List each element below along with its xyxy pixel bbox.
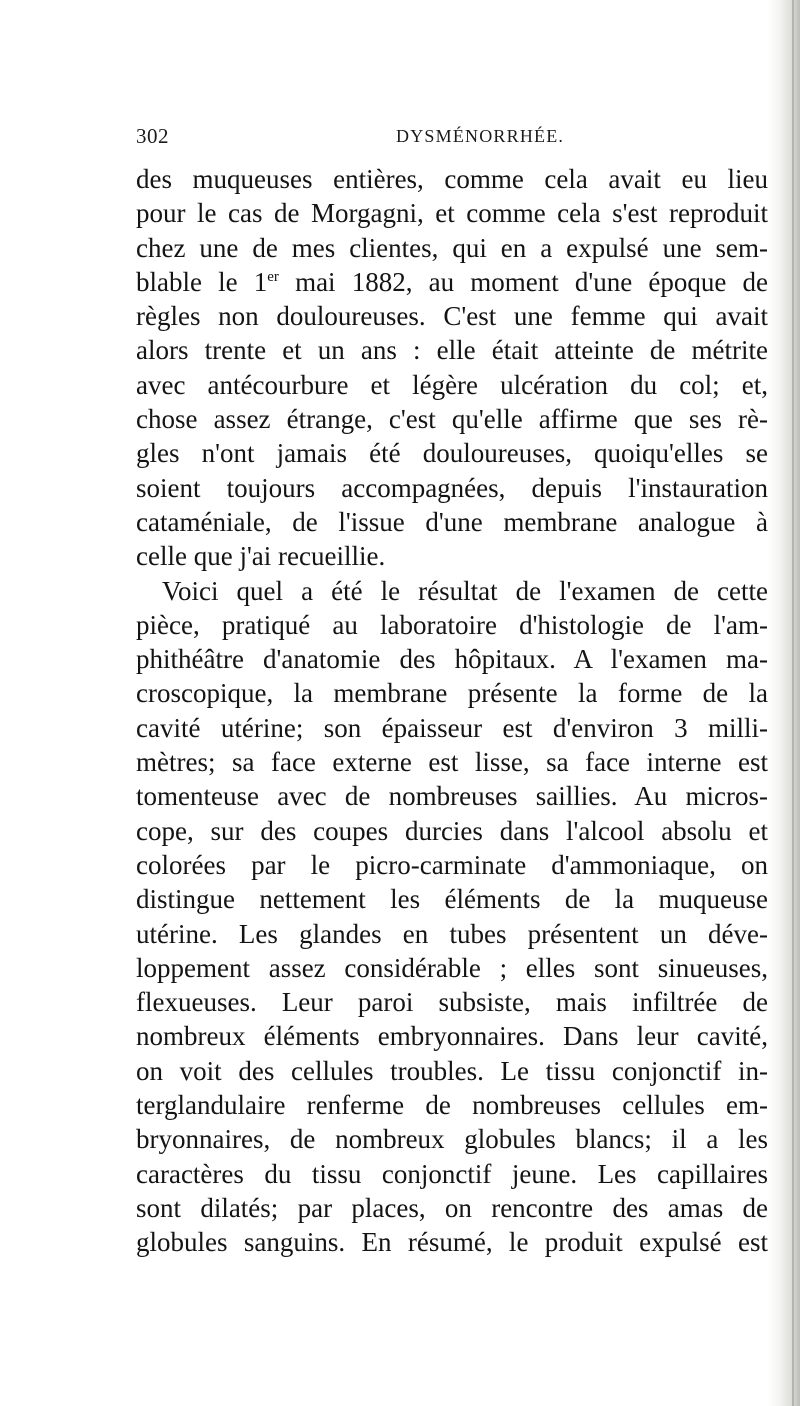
ordinal-superscript: er <box>267 268 279 285</box>
text-line: cope, sur des coupes durcies dans l'alcool absolu et <box>136 815 768 846</box>
body-text <box>136 162 768 1260</box>
page-header <box>136 124 766 154</box>
text-line: utérine. Les glandes en tubes présentent un déve- <box>136 918 768 949</box>
text-line: mètres; sa face externe est lisse, sa face interne est <box>136 747 768 778</box>
text-line: chez une de mes clientes, qui en a expulsé une sem- <box>136 232 768 263</box>
text-line: alors trente et un ans : elle était atteinte de métrite <box>136 335 768 366</box>
text-line: règles non douloureuses. C'est une femme qui avait <box>136 301 768 332</box>
page-number: 302 <box>136 124 169 148</box>
text-line: nombreux éléments embryonnaires. Dans leur cavité, <box>136 1021 768 1052</box>
text-line: chose assez étrange, c'est qu'elle affirme que ses rè- <box>136 404 768 435</box>
page-edge-shadow <box>768 0 800 1406</box>
text-line: soient toujours accompagnées, depuis l'instauration <box>136 472 768 503</box>
text-line: globules sanguins. En résumé, le produit expulsé est <box>136 1227 768 1258</box>
text-line: pièce, pratiqué au laboratoire d'histologie de l'am- <box>136 609 768 640</box>
text-line: flexueuses. Leur paroi subsiste, mais infiltrée de <box>136 987 768 1018</box>
text-line: colorées par le picro-carminate d'ammoniaque, on <box>136 849 768 880</box>
text-line: loppement assez considérable ; elles sont sinueuses, <box>136 952 768 983</box>
text-line: pour le cas de Morgagni, et comme cela s'est reproduit <box>136 198 768 229</box>
text-line: tomenteuse avec de nombreuses saillies. Au micros- <box>136 781 768 812</box>
text-line-with-superscript <box>136 265 768 299</box>
text-line-paragraph-start: Voici quel a été le résultat de l'examen de cette <box>162 575 768 606</box>
text-segment: mai 1882, au moment d'une époque de <box>278 266 768 297</box>
text-line: cataméniale, de l'issue d'une membrane analogue à <box>136 506 768 537</box>
text-line: gles n'ont jamais été douloureuses, quoiqu'elles se <box>136 438 768 469</box>
text-line: cavité utérine; son épaisseur est d'environ 3 milli- <box>136 712 768 743</box>
text-line: phithéâtre d'anatomie des hôpitaux. A l'examen ma- <box>136 644 768 675</box>
text-line: distingue nettement les éléments de la muqueuse <box>136 884 768 915</box>
text-line: on voit des cellules troubles. Le tissu conjonctif in- <box>136 1055 768 1086</box>
text-line: avec antécourbure et légère ulcération du col; et, <box>136 369 768 400</box>
text-line: bryonnaires, de nombreux globules blancs; il a les <box>136 1124 768 1155</box>
text-line: sont dilatés; par places, on rencontre des amas de <box>136 1192 768 1223</box>
text-line: des muqueuses entières, comme cela avait eu lieu <box>136 164 768 194</box>
text-line: terglandulaire renferme de nombreuses cellules em- <box>136 1090 768 1121</box>
text-line: croscopique, la membrane présente la forme de la <box>136 678 768 709</box>
running-title: DYSMÉNORRHÉE. <box>396 126 565 146</box>
text-segment: blable le 1 <box>136 266 268 297</box>
text-line: caractères du tissu conjonctif jeune. Les capillaires <box>136 1158 768 1189</box>
page-edge-line <box>792 0 794 1406</box>
text-line-paragraph-end: celle que j'ai recueillie. <box>136 541 386 572</box>
